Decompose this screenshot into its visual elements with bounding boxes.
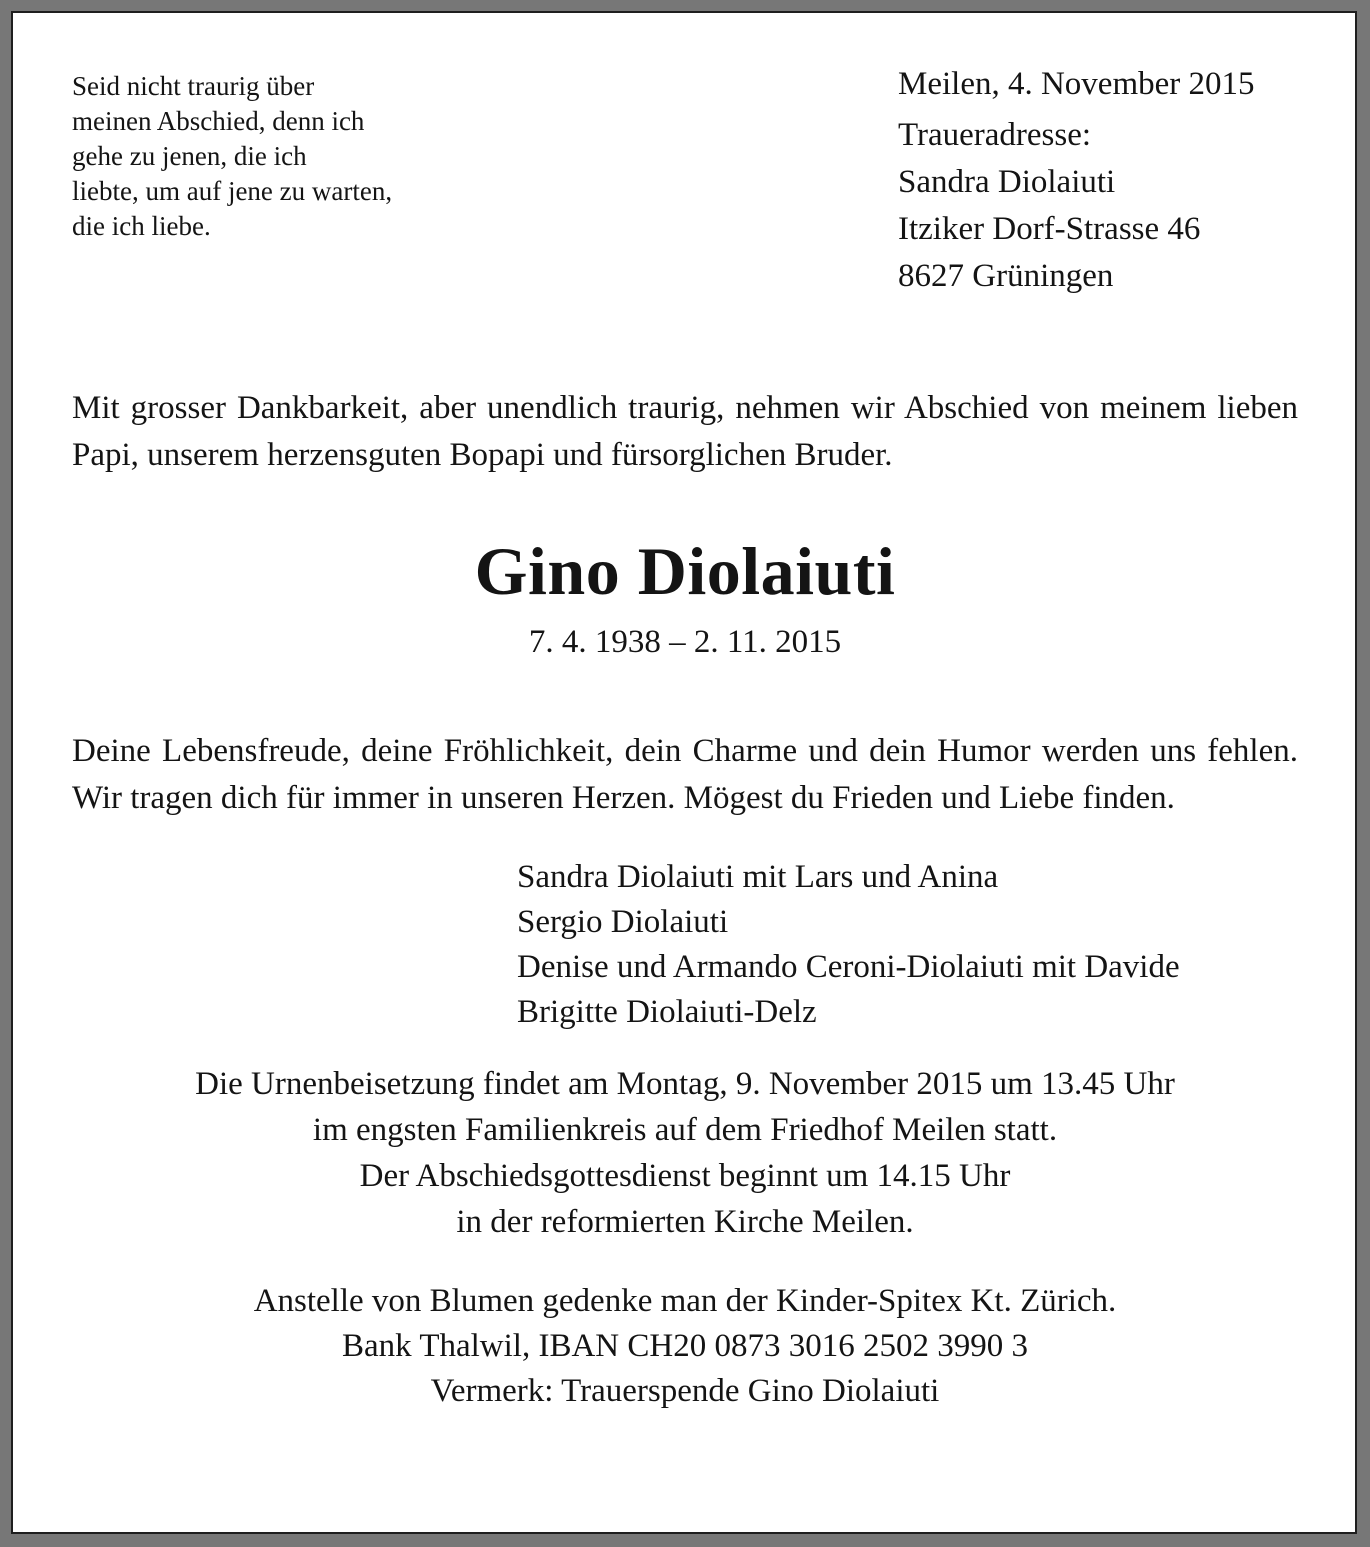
service-line: im engsten Familienkreis auf dem Friedhof Meilen statt. [312, 1112, 1058, 1148]
mourning-address-line: Sandra Diolaiuti [898, 164, 1116, 200]
dateline: Meilen, 4. November 2015 [898, 66, 1255, 102]
tribute-paragraph: Deine Lebensfreude, deine Fröhlichkeit, dein Charme und dein Humor werden uns fehlen. Wir tragen dich für immer in unseren Herzen. Mögest du Frieden und Liebe finden. [72, 733, 1298, 816]
mourning-address-line: 8627 Grüningen [898, 258, 1114, 294]
epigraph-line: Seid nicht traurig über [72, 71, 315, 101]
obituary-paper [11, 11, 1357, 1534]
header-right [898, 61, 1298, 300]
service-line: Die Urnenbeisetzung findet am Montag, 9. November 2015 um 13.45 Uhr [195, 1066, 1175, 1102]
announcement-paragraph: Mit grosser Dankbarkeit, aber unendlich traurig, nehmen wir Abschied von meinem lieben Papi, unserem herzensguten Bopapi und fürsorglichen Bruder. [72, 390, 1298, 473]
epigraph-line: meinen Abschied, denn ich [72, 106, 365, 136]
family-line: Denise und Armando Ceroni-Diolaiuti mit Davide [517, 949, 1180, 985]
life-dates: 7. 4. 1938 – 2. 11. 2015 [528, 624, 842, 660]
service-details [72, 1061, 1298, 1245]
service-line: in der reformierten Kirche Meilen. [456, 1204, 914, 1240]
donation-line: Anstelle von Blumen gedenke man der Kinder-Spitex Kt. Zürich. [253, 1283, 1117, 1319]
family-line: Sandra Diolaiuti mit Lars und Anina [517, 859, 999, 895]
family-line: Brigitte Diolaiuti-Delz [517, 994, 817, 1030]
mourning-address-label: Traueradresse: [898, 117, 1092, 153]
donation-line: Bank Thalwil, IBAN CH20 0873 3016 2502 3990 3 [342, 1328, 1028, 1364]
deceased-name: Gino Diolaiuti [474, 533, 896, 609]
service-line: Der Abschiedsgottesdienst beginnt um 14.15 Uhr [359, 1158, 1011, 1194]
epigraph-line: gehe zu jenen, die ich [72, 141, 307, 171]
family-line: Sergio Diolaiuti [517, 904, 729, 940]
family-list [517, 855, 1298, 1035]
epigraph [72, 69, 392, 244]
epigraph-line: liebte, um auf jene zu warten, [72, 176, 393, 206]
donation-details [72, 1279, 1298, 1414]
donation-line: Vermerk: Trauerspende Gino Diolaiuti [430, 1373, 940, 1409]
header-row [72, 61, 1298, 300]
mourning-address-line: Itziker Dorf-Strasse 46 [898, 211, 1201, 247]
epigraph-line: die ich liebe. [72, 211, 211, 241]
